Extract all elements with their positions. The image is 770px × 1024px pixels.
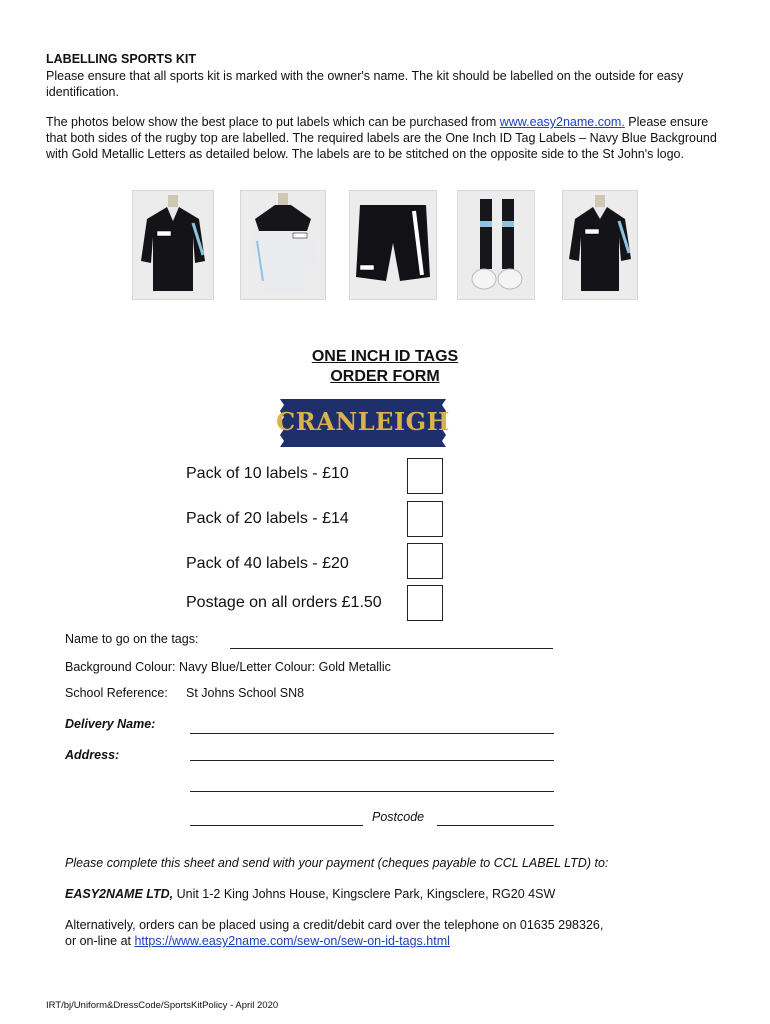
alternative-order-line-1: Alternatively, orders can be placed using a credit/debit card over the telephone on 01635 298326, — [65, 918, 604, 932]
sample-tag-text: CRANLEIGH — [276, 407, 450, 436]
company-address-line — [65, 887, 555, 901]
easy2name-link[interactable]: www.easy2name.com. — [499, 115, 625, 129]
school-reference-label: School Reference: — [65, 686, 168, 700]
pack-20-label: Pack of 20 labels - £14 — [186, 510, 349, 527]
photo-shorts — [349, 190, 437, 300]
alternative-order-prefix: or on-line at — [65, 934, 135, 948]
photo-rugby-top-front — [132, 190, 214, 300]
name-on-tags-field[interactable] — [230, 648, 553, 649]
intro-text-before-link: The photos below show the best place to put labels which can be purchased from — [46, 115, 500, 129]
delivery-name-label: Delivery Name: — [65, 717, 156, 731]
photo-polo-shirt — [562, 190, 638, 300]
name-on-tags-label: Name to go on the tags: — [65, 632, 199, 646]
pack-10-label: Pack of 10 labels - £10 — [186, 465, 349, 482]
delivery-name-field[interactable] — [190, 733, 554, 734]
section-heading: LABELLING SPORTS KIT — [46, 52, 196, 66]
order-form-title-line2: ORDER FORM — [330, 368, 440, 385]
intro-text-after-link: Please ensure that both sides of the rugby top are labelled. The required labels are the One Inch ID Tag Labels – Navy Blue Background with Gold Metallic Letters as detailed below. The labels are to be stitched on the opposite side to the St John's logo. — [46, 115, 717, 161]
pack-40-label: Pack of 40 labels - £20 — [186, 555, 349, 572]
photo-socks — [457, 190, 535, 300]
postcode-label: Postcode — [372, 810, 425, 824]
postage-checkbox[interactable] — [407, 585, 443, 621]
address-line-3[interactable] — [190, 825, 363, 826]
sew-on-tags-link[interactable]: https://www.easy2name.com/sew-on/sew-on-id-tags.html — [134, 934, 450, 948]
address-line-2[interactable] — [190, 791, 554, 792]
pack-40-checkbox[interactable] — [407, 543, 443, 579]
alternative-order-line-2 — [65, 934, 450, 948]
instructions-text: Please complete this sheet and send with your payment (cheques payable to CCL LABEL LTD) to: — [65, 856, 609, 870]
intro-paragraph-2 — [46, 114, 726, 162]
school-reference-value: St Johns School SN8 — [186, 686, 305, 700]
background-colour-line: Background Colour: Navy Blue/Letter Colour: Gold Metallic — [65, 660, 391, 674]
address-line-1[interactable] — [190, 760, 554, 761]
intro-paragraph-1: Please ensure that all sports kit is marked with the owner's name. The kit should be labelled on the outside for easy identification. — [46, 69, 684, 99]
document-footer: IRT/bj/Uniform&DressCode/SportsKitPolicy - April 2020 — [46, 1000, 279, 1011]
company-address: Unit 1-2 King Johns House, Kingsclere Park, Kingsclere, RG20 4SW — [173, 887, 556, 901]
pack-10-checkbox[interactable] — [407, 458, 443, 494]
address-label: Address: — [65, 748, 120, 762]
pack-20-checkbox[interactable] — [407, 501, 443, 537]
postcode-field[interactable] — [437, 825, 554, 826]
order-form-title-line1: ONE INCH ID TAGS — [311, 348, 459, 365]
company-name: EASY2NAME LTD, — [65, 887, 174, 901]
postage-label: Postage on all orders £1.50 — [186, 594, 382, 611]
sample-id-tag — [276, 397, 450, 449]
photo-rugby-top-back — [240, 190, 326, 300]
